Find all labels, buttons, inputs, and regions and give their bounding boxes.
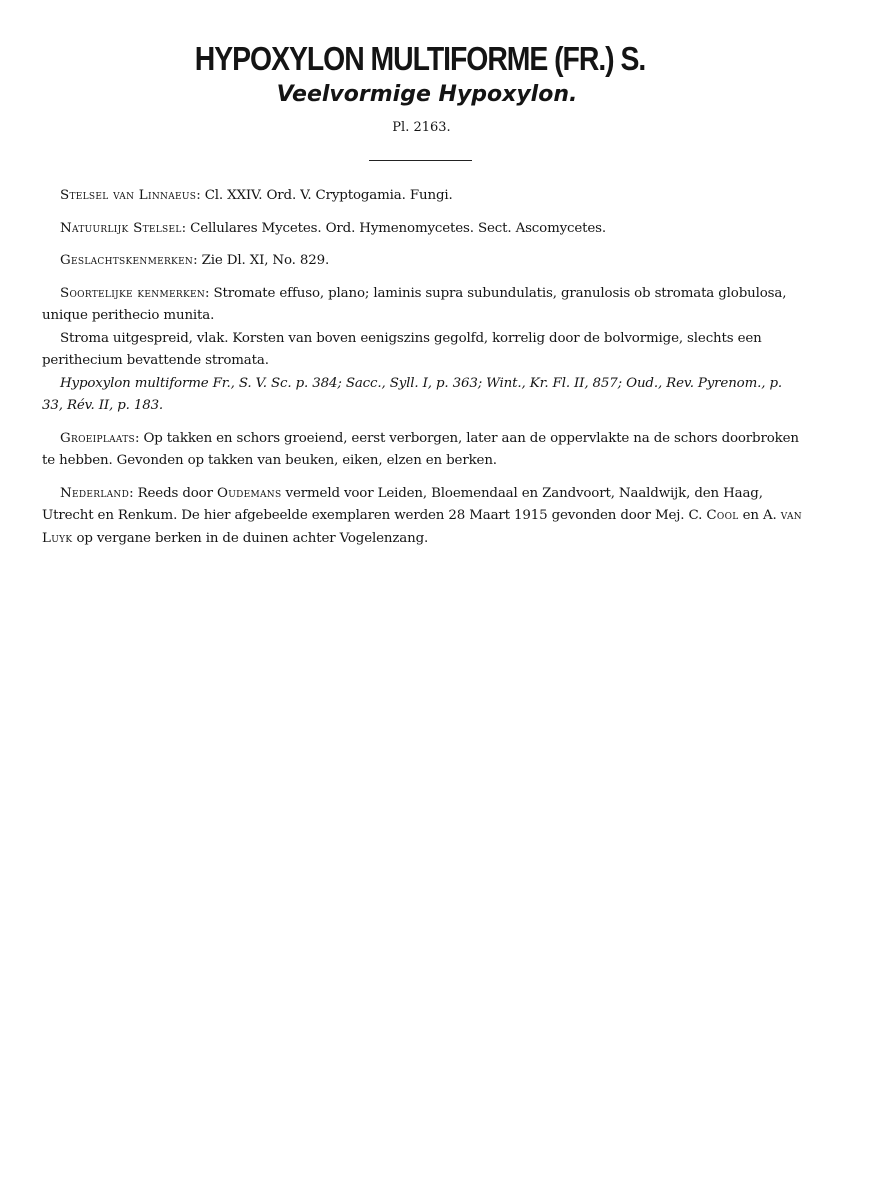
section-label: Groeiplaats [60, 430, 135, 446]
section-genus [42, 250, 804, 273]
label-separator: : [193, 253, 202, 268]
section-netherlands [42, 483, 804, 551]
section-label: Geslachtskenmerken [60, 253, 194, 268]
species-citation: Hypoxylon multiforme Fr., S. V. Sc. p. 384; Sacc., Syll. I, p. 363; Wint., Kr. Fl. II, 857; Oud., Rev. Pyrenom., p. 33, Rév. II, p. 183. [42, 375, 782, 413]
section-text: Cl. XXIV. Ord. V. Cryptogamia. Fungi. [204, 188, 453, 203]
label-separator: : [205, 285, 214, 301]
page-subtitle: Veelvormige Hypoxylon. [276, 82, 578, 107]
person-name: Cool [706, 508, 739, 523]
section-natural [42, 218, 804, 241]
section-label: Natuurlijk Stelsel [60, 220, 182, 236]
section-text: Reeds door [137, 485, 217, 501]
label-separator: : [134, 430, 144, 446]
label-separator: : [181, 220, 191, 236]
section-label: Stelsel van Linnaeus [60, 188, 197, 203]
section-text: Cellulares Mycetes. Ord. Hymenomycetes. Sect. Ascomycetes. [190, 220, 606, 236]
page-title: HYPOXYLON MULTIFORME (FR.) S. [194, 40, 646, 77]
section-text: Op takken en schors groeiend, eerst verborgen, later aan de oppervlakte na de schors doorbroken te hebben. Gevonden op takken van beuken, eiken, elzen en berken. [42, 430, 799, 468]
section-linnaeus [42, 185, 804, 208]
section-label: Soortelijke kenmerken [60, 285, 206, 301]
section-label: Nederland [60, 485, 130, 501]
document-body [42, 185, 804, 550]
section-text: en A. [738, 508, 781, 523]
section-habitat [42, 428, 804, 473]
section-species [42, 283, 804, 328]
species-dutch: Stroma uitgespreid, vlak. Korsten van boven eenigszins gegolfd, korrelig door de bolvormige, slechts een perithecium bevattende stromata. [42, 330, 762, 368]
section-text: op vergane berken in de duinen achter Vogelenzang. [72, 530, 429, 546]
person-name: Oudemans [216, 485, 282, 501]
label-separator: : [196, 188, 205, 203]
person-name: van Luyk [42, 508, 802, 546]
section-text: Zie Dl. XI, No. 829. [201, 253, 330, 268]
label-separator: : [129, 485, 138, 501]
divider [369, 160, 472, 161]
section-text: vermeld voor Leiden, Bloemendaal en Zandvoort, Naaldwijk, den Haag, Utrecht en Renkum. De hier afgebeelde exemplaren werden 28 Maart 1915 gevonden door Mej. C. [42, 485, 763, 523]
plate-number: Pl. 2163. [392, 120, 451, 135]
section-text: Stromate effuso, plano; laminis supra subundulatis, granulosis ob stromata globulosa, unique perithecio munita. [42, 285, 787, 323]
